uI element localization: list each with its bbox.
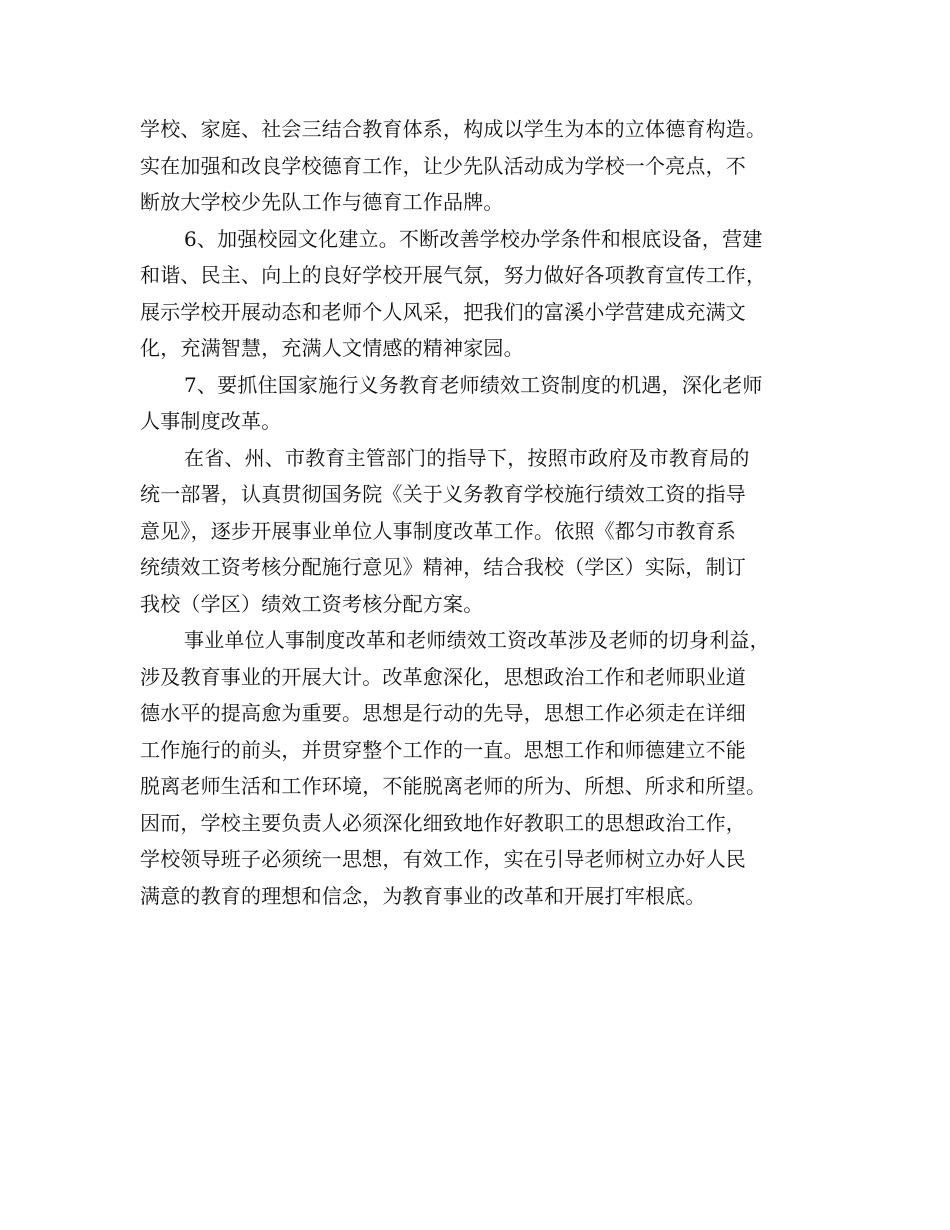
text-line: 学校、家庭、社会三结合教育体系，构成以学生为本的立体德育构造。: [140, 117, 767, 141]
text-line: 学校领导班子必须统一思想，有效工作，实在引导老师树立办好人民: [140, 847, 746, 871]
text-line: 涉及教育事业的开展大计。改革愈深化，思想政治工作和老师职业道: [140, 664, 746, 689]
text-line: 断放大学校少先队工作与德育工作品牌。: [140, 190, 504, 214]
text-line: 脱离老师生活和工作环境，不能脱离老师的所为、所想、所求和所望。: [140, 774, 767, 798]
paragraph-start-line: 在省、州、市教育主管部门的指导下，按照市政府及市教育局的: [184, 445, 750, 470]
paragraph-start-line: 7、要抓住国家施行义务教育老师绩效工资制度的机遇，深化老师: [184, 372, 763, 397]
text-line: 德水平的提高愈为重要。思想是行动的先导，思想工作必须走在详细: [140, 701, 746, 725]
paragraph-start-line: 6、加强校园文化建立。不断改善学校办学条件和根底设备，营建: [184, 226, 763, 251]
text-line: 我校（学区）绩效工资考核分配方案。: [140, 591, 484, 616]
text-line: 实在加强和改良学校德育工作，让少先队活动成为学校一个亮点，不: [140, 153, 746, 178]
text-line: 展示学校开展动态和老师个人风采，把我们的富溪小学营建成充满文: [140, 299, 746, 324]
text-line: 人事制度改革。: [140, 409, 282, 433]
text-line: 因而，学校主要负责人必须深化细致地作好教职工的思想政治工作，: [140, 810, 746, 835]
text-line: 和谐、民主、向上的良好学校开展气氛，努力做好各项教育宣传工作，: [140, 263, 767, 287]
text-line: 化，充满智慧，充满人文情感的精神家园。: [140, 336, 524, 360]
text-line: 满意的教育的理想和信念，为教育事业的改革和开展打牢根底。: [140, 883, 706, 908]
text-line: 意见》，逐步开展事业单位人事制度改革工作。依照《都匀市教育系: [140, 518, 736, 543]
text-line: 统绩效工资考核分配施行意见》精神，结合我校（学区）实际，制订: [140, 555, 746, 579]
text-line: 统一部署，认真贯彻国务院《关于义务教育学校施行绩效工资的指导: [140, 482, 746, 506]
paragraph-start-line: 事业单位人事制度改革和老师绩效工资改革涉及老师的切身利益，: [184, 628, 770, 652]
text-line: 工作施行的前头，并贯穿整个工作的一直。思想工作和师德建立不能: [140, 737, 746, 762]
document-body: [140, 111, 840, 914]
